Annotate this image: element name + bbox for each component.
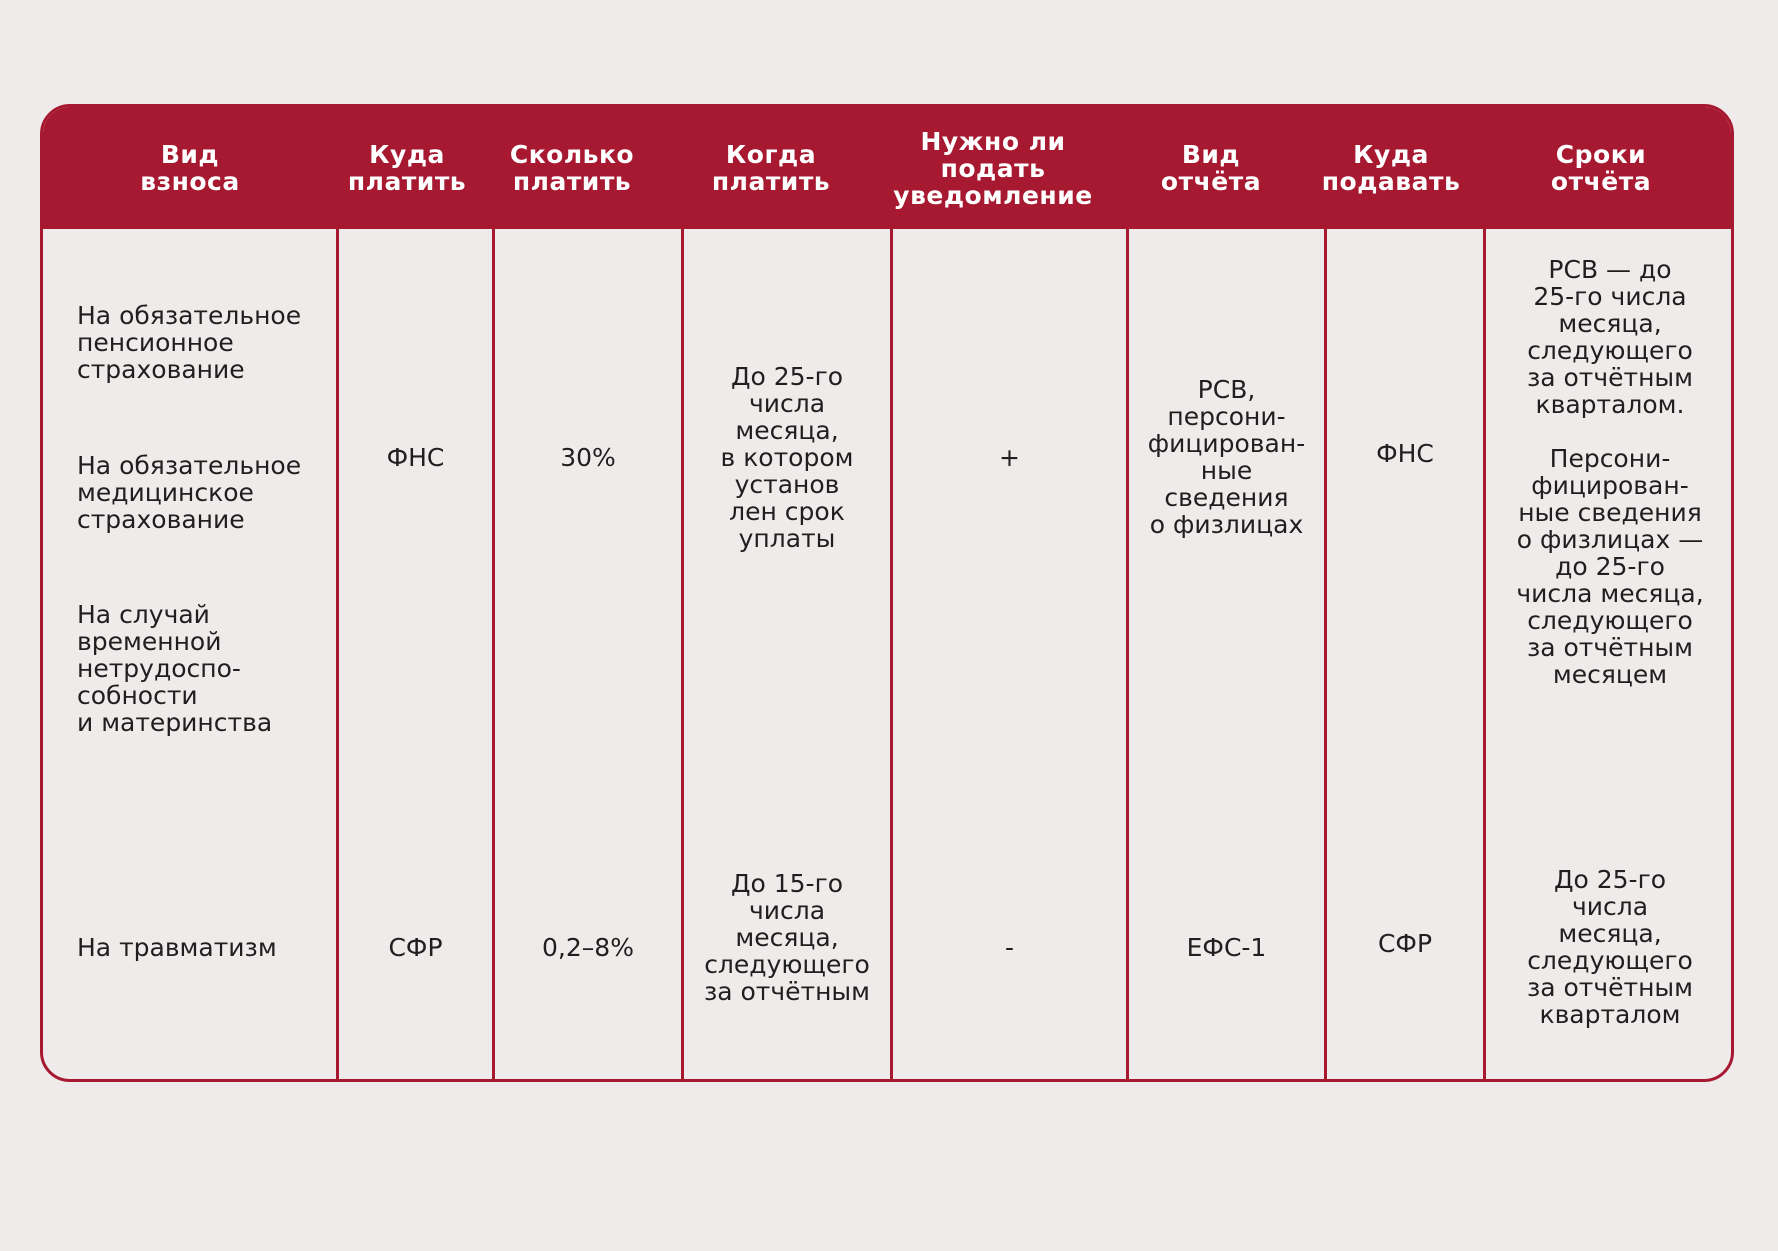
header-where-to-submit: Куда подавать [1321, 140, 1461, 196]
row1-report-type: РСВ, персони- фицирован- ные сведения о физлицах [1147, 375, 1306, 539]
row2-report-type: ЕФС-1 [1186, 932, 1267, 962]
contribution-type-disability-maternity: На случай временной нетрудоспо- собности и материнства [77, 600, 273, 737]
row1-how-much: 30% [560, 442, 616, 472]
row2-where-to-pay: СФР [388, 932, 443, 962]
row1-notice-required: + [999, 442, 1020, 472]
header-when-to-pay: Когда платить [711, 140, 831, 196]
row1-when-to-pay: До 25-го числа месяца, в котором установ лен срок уплаты [720, 361, 854, 553]
table-header-row [43, 107, 1731, 229]
header-where-to-pay: Куда платить [347, 140, 467, 196]
contribution-type-medical: На обязательное медицинское страхование [77, 451, 302, 534]
row2-where-to-submit: СФР [1377, 928, 1433, 958]
contribution-type-injury: На травматизм [77, 932, 277, 962]
header-how-much: Сколько платить [509, 140, 635, 196]
row2-how-much: 0,2–8% [542, 932, 634, 962]
header-report-type: Вид отчёта [1160, 140, 1262, 196]
header-contribution-type: Вид взноса [140, 140, 240, 196]
row2-report-deadline: До 25-го числа месяца, следующего за отчётным кварталом [1526, 865, 1694, 1029]
row1-where-to-pay: ФНС [386, 442, 445, 472]
row1-where-to-submit: ФНС [1376, 438, 1434, 468]
row2-when-to-pay: До 15-го числа месяца, следующего за отчётным [703, 868, 871, 1006]
contributions-table [40, 104, 1734, 1082]
row2-notice-required: - [1004, 932, 1015, 962]
row1-report-deadline: РСВ — до 25-го числа месяца, следующего за отчётным кварталом. Персони- фицирован- ные сведения о физлицах — до 25-го числа месяца, следующего за отчётным месяцем [1516, 255, 1704, 689]
header-notice-required: Нужно ли подать уведомление [893, 126, 1093, 210]
contribution-type-pension: На обязательное пенсионное страхование [77, 301, 302, 384]
header-report-deadline: Сроки отчёта [1550, 140, 1652, 196]
